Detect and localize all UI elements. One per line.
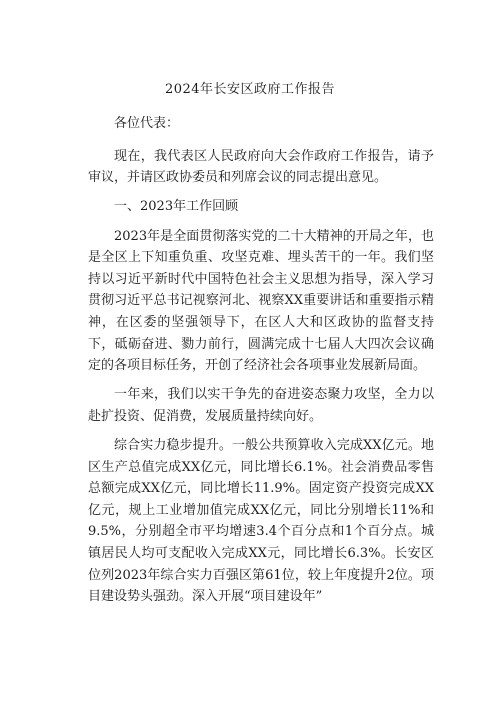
paragraph-overview: 2023年是全面贯彻落实党的二十大精神的开局之年，也是全区上下知重负重、攻坚克难、埋头苦干的一年。我们坚持以习近平新时代中国特色社会主义思想为指导，深入学习贯彻习近平总书记视察河北、视察XX重要讲话和重要指示精神，在区委的坚强领导下，在区人大和区政协的监督支持下，砥砺奋进、勠力前行，圆满完成十七届人大四次会议确定的各项目标任务，开创了经济社会各项事业发展新局面。: [88, 228, 434, 374]
page-title: 2024年长安区政府工作报告: [164, 82, 336, 97]
paragraph-intro: 现在，我代表区人民政府向大会作政府工作报告，请予审议，并请区政协委员和列席会议的同志提出意见。: [88, 148, 434, 186]
paragraph-year-summary: 一年来，我们以实干争先的奋进姿态聚力攻坚，全力以赴扩投资、促消费，发展质量持续向好。: [88, 387, 434, 424]
paragraph-economic-strength: 综合实力稳步提升。一般公共预算收入完成XX亿元。地区生产总值完成XX亿元，同比增长6.1%。社会消费品零售总额完成XX亿元，同比增长11.9%。固定资产投资完成XX亿元，规上工业增加值完成XX亿元，同比分别增长11%和9.5%，分别超全市平均增速3.4个百分点和1个百分点。城镇居民人均可支配收入完成XX元，同比增长6.3%。长安区位列2023年综合实力百强区第61位，较上年度提升2位。项目建设势头强劲。深入开展“项目建设年”: [88, 438, 434, 605]
salutation: 各位代表：: [114, 116, 180, 131]
document-body: [88, 113, 434, 615]
section-heading: 一、2023年工作回顾: [114, 199, 239, 215]
